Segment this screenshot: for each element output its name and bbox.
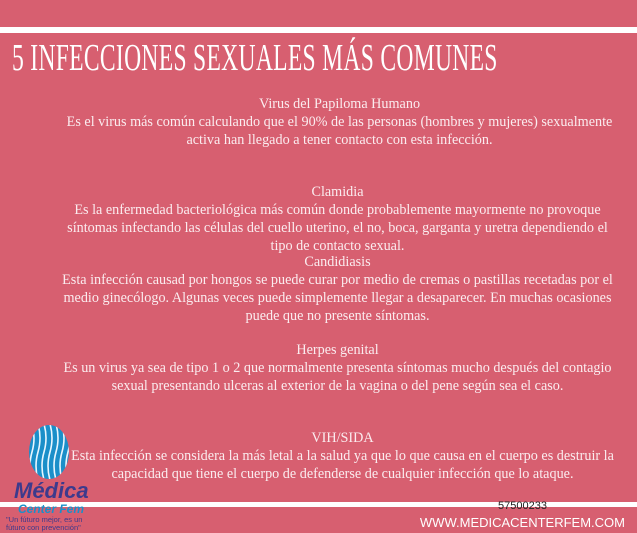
section-heading: VIH/SIDA [311,430,374,446]
phone-number: 57500233 [498,500,547,512]
section-text: Esta infección causad por hongos se puede curar por medio de cremas o pastillas recetadas por el medio ginecólogo. Algunas veces puede simplemente llegar a desaparecer. En muchas ocasiones puede que no presente síntomas. [62,272,613,324]
logo [6,424,104,533]
wave-globe-icon [28,424,70,480]
logo-slogan: "Un fúturo mejor, es un fúturo con prevención" [6,515,83,532]
section-text: Esta infección se considera la más letal a la salud ya que lo que causa en el cuerpo es destruir la capacidad que tiene el cuerpo de defenderse de cualquier infección que lo ataque. [71,448,614,482]
section-heading: Candidiasis [304,254,371,270]
logo-subtitle: Center Fem [18,502,85,516]
section-heading: Virus del Papiloma Humano [258,96,421,112]
page-title: 5 INFECCIONES SEXUALES MÁS COMUNES [12,37,498,79]
section-clamidia [60,183,615,255]
section-candidiasis [60,253,615,325]
section-herpes [60,341,615,395]
section-vih [70,429,615,483]
section-heading: Clamidia [311,184,364,200]
top-divider [0,27,637,33]
logo-name: Médica [14,478,89,503]
website-link[interactable]: WWW.MEDICACENTERFEM.COM [419,515,625,530]
section-text: Es la enfermedad bacteriológica más común donde probablemente mayormente no provoque síntomas infectando las células del cuello uterino, el no, boca, garganta y uretra dependiendo el tipo de contacto sexual. [67,202,608,254]
section-vph [62,95,617,149]
section-text: Es un virus ya sea de tipo 1 o 2 que normalmente presenta síntomas mucho después del contagio sexual presentando ulceras al exterior de la vagina o del pene según sea el caso. [63,360,612,394]
section-heading: Herpes genital [296,342,379,358]
section-text: Es el virus más común calculando que el 90% de las personas (hombres y mujeres) sexualmente activa han llegado a tener contacto con esta infección. [66,114,613,148]
